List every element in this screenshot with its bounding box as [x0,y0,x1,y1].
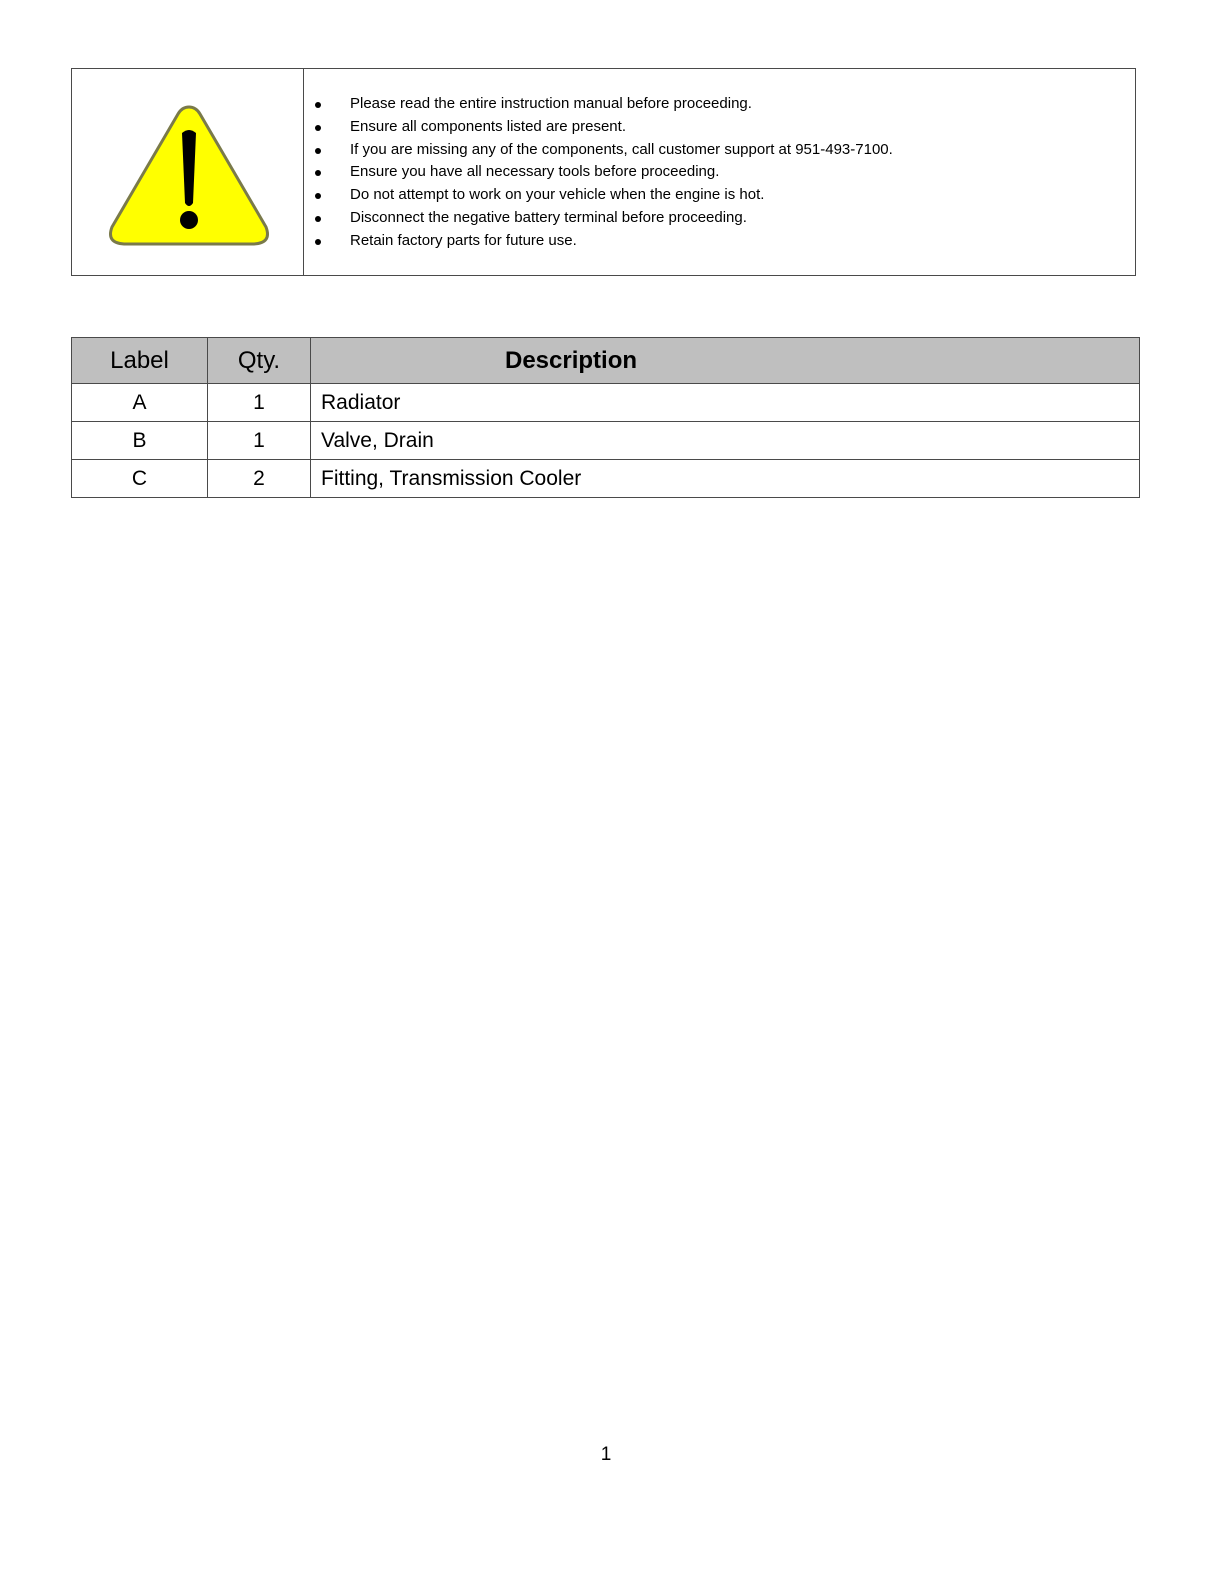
list-item [304,230,893,253]
warning-box [71,68,1136,276]
header-qty: Qty. [208,338,311,384]
table-row [72,460,1140,498]
warning-text: Please read the entire instruction manual before proceeding. [350,95,752,112]
cell-description: Valve, Drain [311,422,1140,460]
cell-label: B [72,422,208,460]
cell-qty: 1 [208,384,311,422]
cell-qty: 1 [208,422,311,460]
cell-description: Fitting, Transmission Cooler [311,460,1140,498]
list-item [304,207,893,230]
bullet-icon [315,170,321,176]
warning-text-cell [304,69,1135,275]
list-item [304,93,893,116]
warning-text: If you are missing any of the components, call customer support at 951-493-7100. [350,140,893,158]
list-item [304,139,893,162]
warning-list [304,93,893,253]
cell-description: Radiator [311,384,1140,422]
cell-label: C [72,460,208,498]
bullet-icon [315,239,321,245]
warning-text: Ensure all components listed are present. [350,117,626,135]
bullet-icon [315,216,321,222]
bullet-icon [315,102,321,108]
warning-triangle-icon [106,103,272,249]
warning-text: Do not attempt to work on your vehicle when the engine is hot. [350,186,765,204]
bullet-icon [315,125,321,131]
header-description: Description [311,338,1140,384]
cell-qty: 2 [208,460,311,498]
warning-text: Retain factory parts for future use. [350,231,577,249]
warning-icon-cell [72,69,304,275]
list-item [304,184,893,207]
table-row [72,422,1140,460]
table-header-row [72,338,1140,384]
bullet-icon [315,148,321,154]
header-label: Label [72,338,208,384]
warning-text: Disconnect the negative battery terminal before proceeding. [350,208,747,226]
cell-label: A [72,384,208,422]
list-item [304,161,893,184]
list-item [304,116,893,139]
warning-text: Ensure you have all necessary tools before proceeding. [350,163,720,181]
page-number: 1 [600,1444,612,1465]
parts-table [71,337,1140,498]
table-row [72,384,1140,422]
bullet-icon [315,193,321,199]
